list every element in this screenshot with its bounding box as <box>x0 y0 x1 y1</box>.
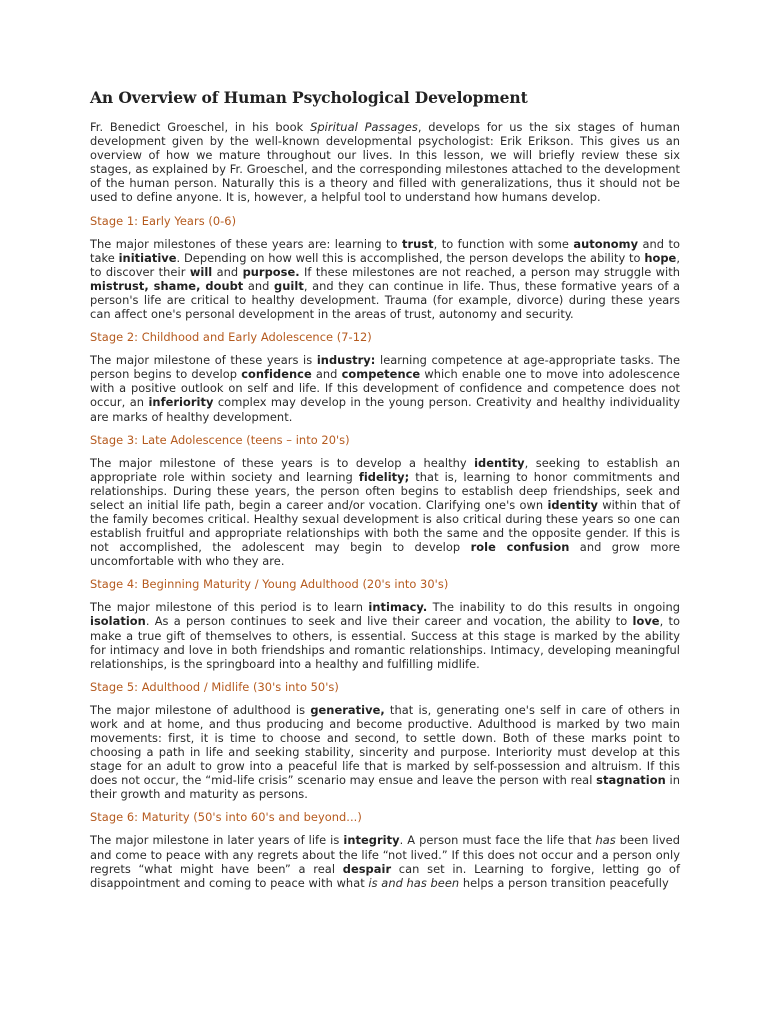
text-run: , develops for us the six stages of human development given by the well-known developmental psychologist: Erik Erikson. This gives us an overview of how we mature throughout our lives. In this lesson, we will briefly review these six stages, as explained by Fr. Groeschel, and the corresponding milestones attached to the development of the human person. Naturally this is a theory and filled with generalizations, thus it should not be used to define anyone. It is, however, a helpful tool to understand how humans develop. <box>90 120 680 205</box>
text-run: , to make a true gift of themselves to others, is essential. Success at this stage is marked by the ability for intimacy and love in both friendships and romantic relationships. Intimacy, developing meaningful relationships, is the springboard into a healthy and fulfilling midlife. <box>90 614 680 671</box>
italic-text: Spiritual Passages <box>310 120 418 134</box>
text-run: that is, generating one's self in care of others in work and at home, and thus producing and become productive. Adulthood is marked by two main movements: first, it is time to choose and second, to settle down. Both of these marks point to choosing a path in life and seeking stability, sincerity and purpose. Interiority must develop at this stage for an adult to grow into a peaceful life that is marked by self-possession and altruism. If this does not occur, the “mid-life crisis” scenario may ensue and leave the person with real <box>90 702 680 788</box>
bold-term: generative, <box>310 702 385 717</box>
text-run: , to function with some <box>433 236 574 251</box>
bold-term: hope <box>644 250 677 265</box>
bold-term: despair <box>342 861 392 876</box>
text-run: . A person must face the life that <box>399 833 596 848</box>
italic-text: has <box>595 833 616 848</box>
stage-4-heading: Stage 4: Beginning Maturity / Young Adulthood (20's into 30's) <box>90 577 449 592</box>
bold-term: will <box>189 264 213 279</box>
text-run: learning competence at age-appropriate tasks. The person begins to develop <box>90 353 680 382</box>
text-run: . As a person continues to seek and live their career and vocation, the ability to <box>145 614 633 629</box>
bold-term: initiative <box>118 250 177 265</box>
bold-term: stagnation <box>596 773 666 788</box>
text-run: If these milestones are not reached, a person may struggle with <box>299 264 681 279</box>
intro-paragraph <box>90 120 680 205</box>
bold-term: autonomy <box>573 236 639 251</box>
stage-3-heading: Stage 3: Late Adolescence (teens – into 20's) <box>90 432 350 447</box>
text-run: The major milestone in later years of life is <box>90 833 344 848</box>
document <box>90 88 680 890</box>
text-run: and <box>212 264 243 279</box>
bold-term: mistrust, shame, doubt <box>90 278 244 293</box>
text-run: , seeking to establish an appropriate role within society and learning <box>90 455 680 484</box>
text-run: within that of the family becomes critical. Healthy sexual development is also critical during these years so one can establish fruitful and appropriate relationships with both the same and the opposite gender. If this is not accomplished, the adolescent may begin to develop <box>90 497 681 555</box>
bold-term: role confusion <box>470 540 570 555</box>
text-run: that is, learning to honor commitments and relationships. During these years, the person often begins to establish deep friendships, seek and select an initial life path, begin a career and/or vocation. Clarifying one's own <box>90 469 680 512</box>
bold-term: isolation <box>90 614 146 629</box>
stage-1-heading: Stage 1: Early Years (0-6) <box>90 213 237 228</box>
stage-1-paragraph <box>90 237 680 322</box>
text-run: been lived and come to peace with any regrets about the life “not lived.” If this does not occur and a person only regrets “what might have been” a real <box>90 833 680 876</box>
text-run: can set in. Learning to forgive, letting go of disappointment and coming to peace with what <box>90 861 681 890</box>
text-run: in their growth and maturity as persons. <box>90 773 681 802</box>
bold-term: identity <box>547 497 598 512</box>
stage-5-paragraph <box>90 703 680 802</box>
stage-3-paragraph <box>90 456 680 569</box>
text-run: and <box>311 367 342 382</box>
text-run: and <box>243 278 275 293</box>
text-run: The inability to do this results in ongoing <box>427 600 680 615</box>
stage-2-paragraph <box>90 353 680 423</box>
stage-5-heading: Stage 5: Adulthood / Midlife (30's into 50's) <box>90 679 339 694</box>
text-run: . Depending on how well this is accomplished, the person develops the ability to <box>176 250 645 265</box>
document-title: An Overview of Human Psychological Development <box>90 88 528 107</box>
bold-term: confidence <box>241 367 312 382</box>
bold-term: integrity <box>343 833 400 848</box>
text-run: and grow more uncomfortable with who they are. <box>90 540 680 569</box>
stage-6-paragraph <box>90 833 680 889</box>
text-run: , and they can continue in life. Thus, these formative years of a person's life are critical to healthy development. Trauma (for example, divorce) during these years can affect one's personal development in the areas of trust, autonomy and security. <box>90 278 681 322</box>
text-run: The major milestone of these years is to develop a healthy <box>90 455 475 470</box>
bold-term: identity <box>474 455 525 470</box>
text-run: The major milestone of adulthood is <box>90 702 311 717</box>
text-run: Fr. Benedict Groeschel, in his book <box>90 120 311 134</box>
text-run: The major milestones of these years are: learning to <box>90 236 402 251</box>
bold-term: fidelity; <box>358 469 410 484</box>
stage-2-heading: Stage 2: Childhood and Early Adolescence (7-12) <box>90 330 372 345</box>
text-run: complex may develop in the young person. Creativity and healthy individuality are marks of healthy development. <box>90 395 680 424</box>
bold-term: industry: <box>316 353 376 368</box>
bold-term: competence <box>341 367 421 382</box>
bold-term: love <box>632 614 660 629</box>
bold-term: trust <box>401 236 434 251</box>
text-run: and to take <box>90 236 680 265</box>
text-run: The major milestone of these years is <box>90 353 317 368</box>
stage-4-paragraph <box>90 600 680 670</box>
text-run: helps a person transition peacefully <box>459 875 669 890</box>
bold-term: guilt <box>274 278 304 293</box>
bold-term: purpose. <box>242 264 300 279</box>
italic-text: is and has been <box>368 875 460 890</box>
text-run: , to discover their <box>90 250 680 279</box>
bold-term: inferiority <box>148 395 214 410</box>
stage-6-heading: Stage 6: Maturity (50's into 60's and beyond...) <box>90 810 362 825</box>
text-run: which enable one to move into adolescence with a positive outlook on self and life. If this development of confidence and competence does not occur, an <box>90 367 680 410</box>
text-run: The major milestone of this period is to learn <box>90 600 369 615</box>
bold-term: intimacy. <box>368 600 428 615</box>
